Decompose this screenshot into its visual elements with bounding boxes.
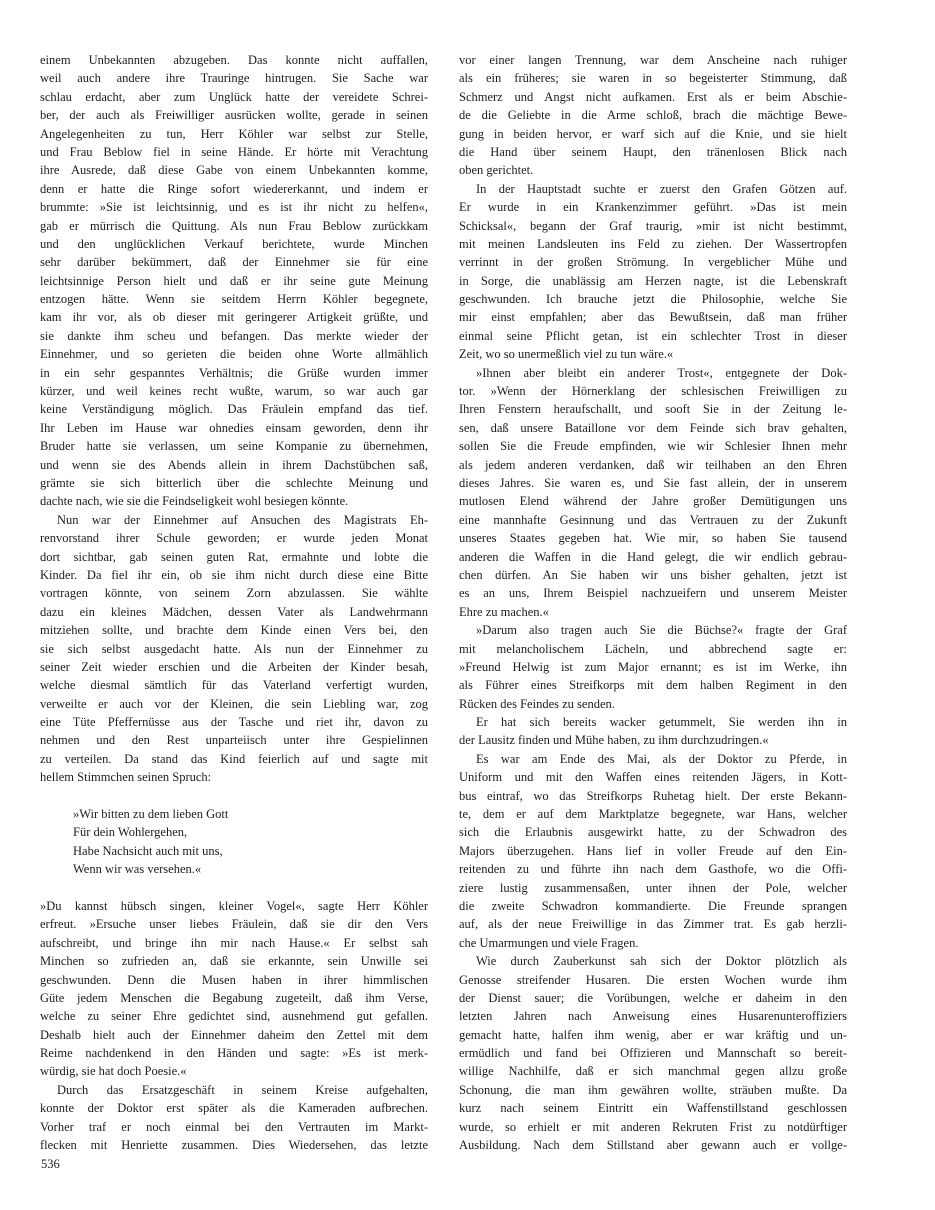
text-line: Uniform und mit den Waffen eines reitenden Jägers, in Kott- bbox=[459, 770, 847, 785]
text-line: erfreut. »Ersuche unser liebes Fräulein, daß sie dir den Vers bbox=[40, 917, 428, 932]
text-line: auf, als der neue Freiwillige in das Zimmer trat. Es gab herzli- bbox=[459, 917, 847, 932]
text-line: leichtsinnige Person hielt und daß er ihr seine gute Meinung bbox=[40, 273, 428, 288]
text-line: der Lausitz finden und Mühe haben, zu ihm durchzudringen.« bbox=[459, 733, 769, 748]
text-line: seiner Zeit wieder erschien und die Arbeiten der Kinder besah, bbox=[40, 659, 428, 674]
text-line: mit melancholischem Lächeln, und abbrechend sagte er: bbox=[459, 641, 847, 656]
text-line: gemacht hatte, halfen ihm wenig, aber er war kräftig und un- bbox=[459, 1027, 847, 1042]
text-line: de die Geliebte in die Arme schloß, brach die mächtige Bewe- bbox=[459, 108, 847, 123]
text-line: zu verteilen. Da stand das Kind feierlich auf und sagte mit bbox=[40, 751, 428, 766]
text-line: Schonung, die man ihm gewähren wollte, sträuben mußte. Da bbox=[459, 1082, 847, 1097]
text-line: Ihr Leben im Hause war ohnedies einsam geworden, denn ihr bbox=[40, 420, 428, 435]
text-line: einem Unbekannten abzugeben. Das konnte nicht auffallen, bbox=[40, 53, 428, 67]
text-line: Angelegenheiten zu tun, Herr Köhler war selbst zur Stelle, bbox=[40, 126, 428, 141]
verse-line: Für dein Wohlergehen, bbox=[73, 825, 188, 840]
text-line: sen, daß unsere Bataillone vor dem Feinde sich brav gehalten, bbox=[459, 420, 847, 435]
text-line: letzten Jahren nach Anweisung eines Husarenunteroffiziers bbox=[459, 1009, 847, 1024]
text-line: verrinnt in der großen Strömung. In vergeblicher Mühe und bbox=[459, 255, 847, 270]
verse-line: Habe Nachsicht auch mit uns, bbox=[73, 843, 223, 858]
text-line: Einnehmer, und so gerieten die beiden ohne Worte allmählich bbox=[40, 347, 428, 362]
text-line: che Umarmungen und viele Fragen. bbox=[459, 935, 639, 950]
text-line: vortragen könnte, von seinem Zorn abzulassen. Sie wählte bbox=[40, 586, 428, 601]
text-line: »Darum also tragen auch Sie die Büchse?« fragte der Graf bbox=[476, 623, 847, 638]
text-line: Kinder. Da fiel ihr ein, ob sie ihm nicht durch diese eine Bitte bbox=[40, 567, 428, 582]
page-number: 536 bbox=[41, 1157, 60, 1171]
text-line: verweilte er auch vor der Kleinen, die sein Liebling war, zog bbox=[40, 696, 428, 711]
text-line: Rücken des Feindes zu senden. bbox=[459, 696, 615, 711]
text-line: Nun war der Einnehmer auf Ansuchen des Magistrats Eh- bbox=[57, 512, 428, 527]
text-line: weil auch andere ihre Trauringe hintrugen. Sie Sache war bbox=[40, 71, 428, 86]
text-line: konnte der Doktor erst später als die Kameraden aufbrechen. bbox=[40, 1101, 428, 1116]
text-column-left bbox=[40, 51, 428, 1154]
text-line: ihre Ausrede, daß diese Gabe von einem Unbekannten komme, bbox=[40, 163, 428, 178]
text-line: als jedem anderen verdanken, daß wir teilhaben an den Ehren bbox=[459, 457, 847, 472]
text-line: reitenden zu und führte ihn nach dem Gasthofe, wo die Offi- bbox=[459, 862, 847, 877]
text-line: gab er mürrisch die Quittung. Als nun Frau Beblow zurückkam bbox=[40, 218, 428, 233]
text-line: »Du kannst hübsch singen, kleiner Vogel«, sagte Herr Köhler bbox=[40, 898, 428, 913]
text-line: dachte nach, wie sie die Feindseligkeit wohl besiegen könnte. bbox=[40, 494, 349, 509]
text-line: willige Nachhilfe, daß er sich manchmal gegen allzu große bbox=[459, 1064, 847, 1079]
text-line: in Sorge, die unablässig am Herzen nagte, ist die Lebenskraft bbox=[459, 273, 847, 288]
text-line: Schmerz und Angst nicht aufkamen. Erst als er beim Abschie- bbox=[459, 89, 847, 104]
text-line: Durch das Ersatzgeschäft in seinem Kreise aufgehalten, bbox=[57, 1082, 428, 1097]
text-line: oben gerichtet. bbox=[459, 163, 534, 178]
text-line: brummte: »Sie ist leichtsinnig, und es ist ihr nicht zu helfen«, bbox=[40, 200, 428, 215]
blank-line bbox=[40, 879, 428, 897]
text-line: die zweite Schwadron kommandierte. Die Freunde sprangen bbox=[459, 898, 847, 913]
text-line: kam ihr vor, als ob dieser mit geringerer Artigkeit grüßte, und bbox=[40, 310, 428, 325]
text-line: wurde, so erhielt er mit anderen Rekruten Frist zu notdürftiger bbox=[459, 1119, 847, 1134]
text-line: nehmen und den Rest unparteiisch unter ihre Gespielinnen bbox=[40, 733, 428, 748]
text-line: Reime nachdenkend in den Händen und sagte: »Es ist merk- bbox=[40, 1046, 428, 1061]
text-line: sich die Erlaubnis ausgewirkt hatte, zu der Schwadron des bbox=[459, 825, 847, 840]
text-line: eine mannhafte Gesinnung und das Vertrauen zu der Zukunft bbox=[459, 512, 847, 527]
text-line: der Dienst sauer; die Vorübungen, welche er daheim in den bbox=[459, 990, 847, 1005]
text-line: sie dankte ihm scheu und befangen. Das merkte wieder der bbox=[40, 328, 428, 343]
text-line: sehr darüber bekümmert, daß der Einnehmer sie für eine bbox=[40, 255, 428, 270]
text-line: renvorstand ihrer Schule geworden; er wurde jeden Monat bbox=[40, 531, 428, 546]
text-line: sie sich selbst ausgedacht hatte. Als nun der Einnehmer zu bbox=[40, 641, 428, 656]
text-line: als ein früheres; sie waren in so begeisterter Stimmung, daß bbox=[459, 71, 847, 86]
text-line: Güte jedem Menschen die Begabung zugeteilt, daß ihm Verse, bbox=[40, 990, 428, 1005]
text-line: flecken mit Henriette zusammen. Dies Wiedersehen, das letzte bbox=[40, 1138, 428, 1153]
text-line: hellem Stimmchen seinen Spruch: bbox=[40, 770, 212, 785]
text-line: grämte sie sich bitterlich über die schlechte Meinung und bbox=[40, 475, 428, 490]
text-line: Wie durch Zauberkunst sah sich der Doktor plötzlich als bbox=[476, 954, 847, 969]
text-line: eine Tüte Pfeffernüsse aus der Tasche und riet ihr, davon zu bbox=[40, 715, 428, 730]
text-line: gung in beiden hervor, er warf sich auf die Knie, und sie hielt bbox=[459, 126, 847, 141]
text-line: und wenn sie des Abends allein in ihrem Dachstübchen saß, bbox=[40, 457, 428, 472]
text-line: dazu ein kleines Mädchen, dessen Vater als Landwehrmann bbox=[40, 604, 428, 619]
text-line: Genosse streifender Husaren. Die ersten Wochen wurde ihm bbox=[459, 972, 847, 987]
blank-line bbox=[40, 787, 428, 805]
text-line: Vorher traf er noch einmal bei den Vertrauten im Markt- bbox=[40, 1119, 428, 1134]
verse-line: »Wir bitten zu dem lieben Gott bbox=[73, 807, 229, 822]
text-line: Bruder hatte sie verlassen, um seine Kompanie zu übernehmen, bbox=[40, 439, 428, 454]
text-line: mir einst empfahlen; aber das Bewußtsein, daß man früher bbox=[459, 310, 847, 325]
text-line: kürzer, und weil keines recht wußte, warum, so war auch gar bbox=[40, 384, 428, 399]
text-line: anderen die Waffen in die Hand gelegt, die wir endlich gebrau- bbox=[459, 549, 847, 564]
text-line: und Frau Beblow fiel in seine Hände. Er hörte mit Verachtung bbox=[40, 144, 428, 159]
text-line: mit meinen Landsleuten ins Feld zu ziehen. Der Wassertropfen bbox=[459, 236, 847, 251]
text-line: Ihren Fenstern heraufschallt, und sooft Sie in der Zeitung le- bbox=[459, 402, 847, 417]
text-line: chen dürfen. An Sie haben wir uns bisher gehalten, jetzt ist bbox=[459, 567, 847, 582]
text-line: dort sichtbar, gab seinen guten Rat, ermahnte und lobte die bbox=[40, 549, 428, 564]
text-line: es an uns, Ihrem Beispiel nachzueifern und unserem Meister bbox=[459, 586, 847, 601]
text-line: Ausbildung. Nach dem Stillstand aber gewann auch er vollge- bbox=[459, 1138, 847, 1153]
text-line: Es war am Ende des Mai, als der Doktor zu Pferde, in bbox=[476, 751, 847, 766]
text-line: keine Verständigung möglich. Das Fräulein empfand das tief. bbox=[40, 402, 428, 417]
text-line: dieses Jahres. Sie waren es, und Sie fast allein, der in unserem bbox=[459, 475, 847, 490]
text-line: ber, der auch als Freiwilliger ausrücken wollte, gerade in seinen bbox=[40, 108, 428, 123]
text-line: Deshalb hielt auch der Einnehmer daheim den Zettel mit dem bbox=[40, 1027, 428, 1042]
text-line: Minchen so zufrieden an, daß sie erkannte, sein Unwille sei bbox=[40, 954, 428, 969]
text-line: In der Hauptstadt suchte er zuerst den Grafen Götzen auf. bbox=[476, 181, 847, 196]
text-line: Er hat sich bereits wacker getummelt, Sie werden ihn in bbox=[476, 715, 847, 730]
text-line: Zeit, wo so unermeßlich viel zu tun wäre.« bbox=[459, 347, 674, 362]
verse-line: Wenn wir was versehen.« bbox=[73, 862, 202, 877]
text-line: denn er hatte die Ringe sofort wiedererkannt, und indem er bbox=[40, 181, 428, 196]
text-line: unseres Staates gegeben hat. Wie mir, so haben Sie tausend bbox=[459, 531, 847, 546]
text-line: würdig, sie hat doch Poesie.« bbox=[40, 1064, 187, 1079]
text-line: welche zu seiner Ehre gedichtet sind, ausnehmend gut gefallen. bbox=[40, 1009, 428, 1024]
text-line: »Freund Helwig ist zum Major ernannt; es ist im Werke, ihn bbox=[459, 659, 847, 674]
text-line: geschwunden. Denn die Musen haben in ihrer himmlischen bbox=[40, 972, 428, 987]
text-line: entzogen hätte. Wenn sie seitdem Herrn Köhler begegnete, bbox=[40, 292, 428, 307]
text-columns bbox=[40, 51, 847, 1154]
text-line: »Ihnen aber bleibt ein anderer Trost«, entgegnete der Dok- bbox=[476, 365, 847, 380]
text-line: sollen Sie die Freude empfinden, wie wir Schlesier Ihnen mehr bbox=[459, 439, 847, 454]
text-line: und den unglücklichen Verkauf berichtete, wurde Minchen bbox=[40, 236, 428, 251]
text-line: tor. »Wenn der Hörnerklang der schlesischen Freiwilligen zu bbox=[459, 384, 847, 399]
text-line: Ehre zu machen.« bbox=[459, 604, 549, 619]
text-line: mitziehen sollte, und brachte dem Kinde einen Vers bei, den bbox=[40, 623, 428, 638]
text-line: schlau erdacht, aber zum Unglück hatte der vereidete Schrei- bbox=[40, 89, 428, 104]
text-line: Er wurde in ein Krankenzimmer geführt. »Das ist mein bbox=[459, 200, 847, 215]
text-line: als Führer eines Streifkorps mit dem halben Regiment in den bbox=[459, 678, 847, 693]
text-line: geschwunden. Ich brauche jetzt die Philosophie, welche Sie bbox=[459, 292, 847, 307]
text-line: te, dem er auf dem Marktplatze begegnete, war Hans, welcher bbox=[459, 807, 847, 822]
text-column-right bbox=[459, 51, 847, 1154]
text-line: ermüdlich und fand bei Offizieren und Mannschaft so bereit- bbox=[459, 1046, 847, 1061]
text-line: Schicksal«, begann der Graf traurig, »mir ist nicht bestimmt, bbox=[459, 218, 847, 233]
text-line: kurz nach seinem Eintritt ein Waffenstillstand geschlossen bbox=[459, 1101, 847, 1116]
text-line: bus eintraf, wo das Streifkorps Ruhetag hielt. Der erste Bekann- bbox=[459, 788, 847, 803]
text-line: mutlosen Elend während der Jahre großer Demütigungen uns bbox=[459, 494, 847, 509]
text-line: in ein sehr gespanntes Verhältnis; die Grüße wurden immer bbox=[40, 365, 428, 380]
text-line: welche diesmal sämtlich für das Vaterland verfertigt wurden, bbox=[40, 678, 428, 693]
text-line: vor einer langen Trennung, war dem Anscheine nach ruhiger bbox=[459, 53, 847, 67]
text-line: Majors überzugehen. Hans lief in voller Freude auf den Ein- bbox=[459, 843, 847, 858]
text-line: einmal seine Pflicht getan, ist ein schlechter Trost in dieser bbox=[459, 328, 847, 343]
text-line: ziere lustig zusammensaßen, unter ihnen der Pole, welcher bbox=[459, 880, 847, 895]
text-line: die Hand über seinem Haupt, den tränenlosen Blick nach bbox=[459, 144, 847, 159]
text-line: aufschreibt, und bringe ihn mir nach Hause.« Er selbst sah bbox=[40, 935, 428, 950]
